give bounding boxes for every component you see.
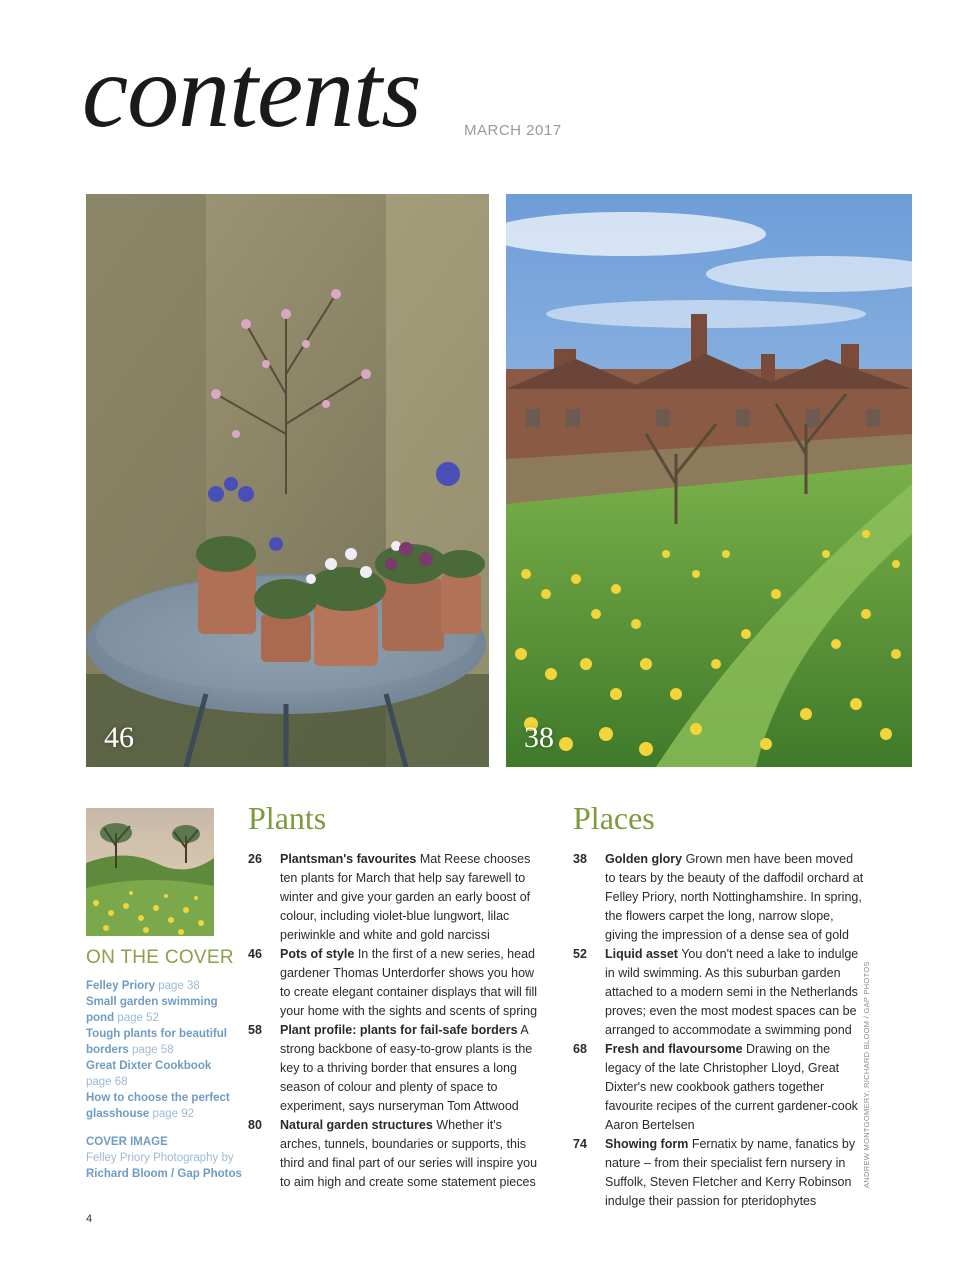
entry-description: A strong backbone of easy-to-grow plants is the key to a thriving border that ensures a long season of colour and plenty of space to experiment, says nurseryman Tom Attwood [280,1023,533,1113]
pots-on-table-image [86,194,489,767]
page-number: 4 [86,1213,93,1225]
photo-page-number: 38 [524,721,554,754]
on-the-cover-list [86,978,236,1122]
places-entries [573,850,865,1211]
contents-entry[interactable] [248,945,540,1021]
cover-image-thumbnail [86,808,214,936]
cover-image-photographer: Richard Bloom / Gap Photos [86,1168,242,1180]
contents-entry[interactable] [573,1040,865,1135]
cover-item-title: Great Dixter Cookbook [86,1060,212,1072]
cover-item-title: Felley Priory [86,980,156,992]
entry-title: Fresh and flavoursome [605,1042,743,1056]
entry-page-number: 26 [248,852,262,866]
contents-entry[interactable] [248,1116,540,1192]
daffodil-orchard-image [506,194,912,767]
entry-description: In the first of a new series, head gardener Thomas Unterdorfer shows you how to create elegant container displays that will fill your home with the sights and scents of spring [280,947,538,1018]
photo-pots-of-style[interactable] [86,194,489,767]
issue-date: MARCH 2017 [464,122,562,139]
entry-description: Drawing on the legacy of the late Christopher Lloyd, Great Dixter's new cookbook gathers together favourite recipes of the current gardener-cook Aaron Bertelsen [605,1042,858,1132]
cover-thumbnail[interactable] [86,808,214,936]
cover-item[interactable] [86,1058,236,1090]
cover-item[interactable] [86,1090,236,1122]
entry-description: Grown men have been moved to tears by the beauty of the daffodil orchard at Felley Priory, north Nottinghamshire. In spring, the flowers carpet the long, narrow slope, giving the impression of a dense sea of gold [605,852,864,942]
entry-description: Whether it's arches, tunnels, boundaries or supports, this third and final part of our series will inspire you to aim high and create some statement pieces [280,1118,538,1189]
cover-item-title: How to choose the perfect glasshouse [86,1092,230,1120]
entry-title: Natural garden structures [280,1118,433,1132]
cover-item-title: Small garden swimming pond [86,996,218,1024]
photo-page-number: 46 [104,721,134,754]
entry-page-number: 52 [573,947,587,961]
entry-title: Plant profile: plants for fail-safe borders [280,1023,518,1037]
entry-description: Fernatix by name, fanatics by nature – from their specialist fern nursery in Suffolk, Steven Fletcher and Kerry Robinson indulge their passion for pteridophytes [605,1137,856,1208]
plants-heading: Plants [248,800,327,836]
entry-page-number: 46 [248,947,262,961]
page-title: contents [82,34,421,149]
entry-title: Plantsman's favourites [280,852,417,866]
cover-item-page: page 52 [117,1012,159,1024]
cover-item-page: page 68 [86,1076,128,1088]
places-heading: Places [573,800,655,836]
contents-entry[interactable] [573,850,865,945]
contents-entry[interactable] [573,945,865,1040]
entry-page-number: 74 [573,1137,587,1151]
photo-golden-glory[interactable] [506,194,912,767]
contents-entry[interactable] [248,850,540,945]
entry-page-number: 68 [573,1042,587,1056]
cover-item[interactable] [86,994,236,1026]
entry-description: Mat Reese chooses ten plants for March that help say farewell to winter and give your garden an early boost of colour, including violet-blue lungwort, lilac periwinkle and white and gold narcissi [280,852,531,942]
plants-entries [248,850,540,1192]
entry-title: Showing form [605,1137,689,1151]
entry-page-number: 80 [248,1118,262,1132]
cover-item-title: Tough plants for beautiful borders [86,1028,227,1056]
entry-title: Liquid asset [605,947,678,961]
cover-item-page: page 58 [132,1044,174,1056]
cover-item[interactable] [86,1026,236,1058]
entry-title: Pots of style [280,947,355,961]
cover-item-page: page 92 [152,1108,195,1120]
on-the-cover-heading: ON THE COVER [86,947,234,968]
entry-title: Golden glory [605,852,683,866]
cover-item-page: page 38 [158,980,200,992]
cover-item[interactable] [86,978,236,994]
contents-entry[interactable] [248,1021,540,1116]
entry-description: You don't need a lake to indulge in wild swimming. As this suburban garden attached to a modern semi in the Netherlands proves; even the most modest spaces can be arranged to accommodate a swimming pond [605,947,859,1037]
contents-entry[interactable] [573,1135,865,1211]
cover-image-credit [86,1134,246,1182]
photo-credit: ANDREW MONTGOMERY; RICHARD BLOOM / GAP PHOTOS [862,961,871,1188]
entry-page-number: 58 [248,1023,262,1037]
cover-image-heading: COVER IMAGE [86,1136,168,1148]
entry-page-number: 38 [573,852,587,866]
cover-image-text: Felley Priory Photography by [86,1152,234,1164]
